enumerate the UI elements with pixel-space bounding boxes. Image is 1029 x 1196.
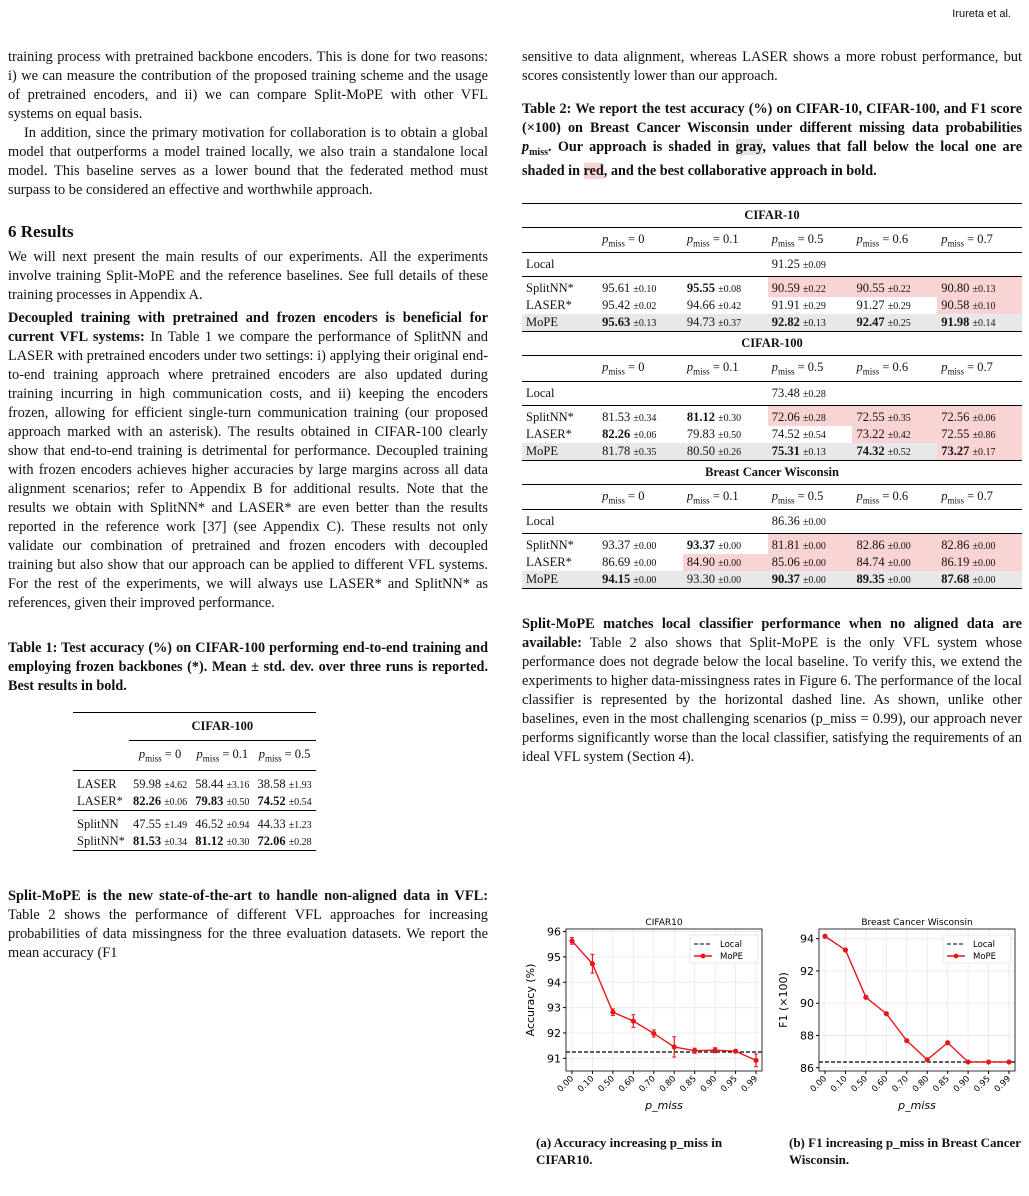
row-label: Local xyxy=(522,381,598,405)
mope-data-point xyxy=(590,961,595,966)
table-cell: 79.83 ±0.50 xyxy=(195,793,250,808)
figure-cifar10 xyxy=(522,915,770,1115)
chart-title: Breast Cancer Wisconsin xyxy=(861,918,973,928)
table-row xyxy=(522,571,1022,589)
x-tick-label: 0.80 xyxy=(910,1074,932,1095)
table-row xyxy=(73,793,316,811)
x-tick-label: 0.00 xyxy=(808,1074,830,1095)
table-cell: 93.37 ±0.00 xyxy=(598,534,683,555)
legend-mope-label: MoPE xyxy=(973,952,997,962)
table-cell: 81.12 ±0.30 xyxy=(683,405,768,426)
table-row xyxy=(73,770,316,793)
table-cell: 72.06 ±0.28 xyxy=(257,833,312,848)
table-row xyxy=(73,833,316,851)
table-cell: 74.52 ±0.54 xyxy=(257,793,312,808)
table-row xyxy=(522,314,1022,332)
table-cell: 95.63 ±0.13 xyxy=(598,314,683,332)
table-cell: 94.73 ±0.37 xyxy=(683,314,768,332)
table-row xyxy=(522,443,1022,461)
table1-caption: Table 1: Test accuracy (%) on CIFAR-100 performing end-to-end training and employing frozen backbones (*). Mean ± std. dev. over three runs is reported. Best results in bold. xyxy=(8,640,488,694)
table-cell: 91.91 ±0.29 xyxy=(771,298,826,313)
row-label: LASER xyxy=(73,770,129,793)
y-tick-label: 86 xyxy=(800,1061,814,1075)
mope-data-point xyxy=(631,1018,636,1023)
table-row xyxy=(73,810,316,833)
table-dataset-title: CIFAR-100 xyxy=(129,713,316,741)
x-axis-label: p_miss xyxy=(898,1099,936,1112)
mope-data-point xyxy=(843,947,848,952)
table-cell: 72.56 ±0.06 xyxy=(937,405,1022,426)
table-cell: 90.55 ±0.22 xyxy=(852,277,937,298)
caption-gray-highlight: gray xyxy=(735,139,763,155)
table-dataset-title: Breast Cancer Wisconsin xyxy=(522,460,1022,484)
table-cell: 91.98 ±0.14 xyxy=(937,314,1022,332)
x-tick-label: 0.70 xyxy=(637,1074,658,1095)
mope-data-point xyxy=(822,934,827,939)
mope-data-point xyxy=(610,1010,615,1015)
x-tick-label: 0.60 xyxy=(616,1074,638,1095)
mope-data-point xyxy=(733,1049,738,1054)
y-tick-label: 88 xyxy=(800,1029,814,1043)
row-label: MoPE xyxy=(522,571,598,589)
table-cell: 85.06 ±0.00 xyxy=(768,554,853,571)
paragraph: sensitive to data alignment, whereas LASER shows a more robust performance, but scores consistently lower than our approach. xyxy=(522,49,1022,84)
table-cell: 82.86 ±0.00 xyxy=(937,534,1022,555)
y-tick-label: 96 xyxy=(547,925,561,939)
x-tick-label: 0.99 xyxy=(739,1074,761,1095)
table-cell: 74.52 ±0.54 xyxy=(771,426,826,441)
caption-text: , values that fall below the local one are shaded in xyxy=(522,139,1022,179)
paragraph: We will next present the main results of our experiments. All the experiments involve training Split-MoPE and the reference baselines. See full details of these training processes in Appendix A. xyxy=(8,249,488,303)
figure-a-caption: (a) Accuracy increasing p_miss in CIFAR10. xyxy=(536,1135,723,1167)
figure-b-caption: (b) F1 increasing p_miss in Breast Cancer Wisconsin. xyxy=(789,1135,1021,1167)
table-cell: 82.86 ±0.00 xyxy=(852,534,937,555)
row-label: LASER* xyxy=(77,793,123,808)
table-cell: 90.37 ±0.00 xyxy=(768,571,853,589)
caption-text: , and the best collaborative approach in bold. xyxy=(603,162,877,179)
x-tick-label: 0.70 xyxy=(890,1074,911,1095)
table-cell: 82.26 ±0.06 xyxy=(132,793,188,808)
left-column xyxy=(8,48,488,963)
y-tick-label: 94 xyxy=(547,976,561,990)
table-cell: 47.55 ±1.49 xyxy=(129,810,191,833)
table-row xyxy=(522,405,1022,426)
table-cell: 80.50 ±0.26 xyxy=(683,443,768,461)
table-cell: 94.15 ±0.00 xyxy=(598,571,683,589)
y-tick-label: 92 xyxy=(547,1026,561,1040)
row-label: SplitNN* xyxy=(522,534,598,555)
mope-data-point xyxy=(672,1044,677,1049)
table-cell: 81.53 ±0.34 xyxy=(598,405,683,426)
mope-data-point xyxy=(1006,1059,1011,1064)
table-cell: 84.90 ±0.00 xyxy=(683,554,768,571)
table-cell: 81.53 ±0.34 xyxy=(132,833,188,848)
row-label: MoPE xyxy=(522,443,598,461)
table-cell: 93.30 ±0.00 xyxy=(683,571,768,589)
x-tick-label: 0.85 xyxy=(931,1074,952,1095)
row-label: LASER* xyxy=(526,298,572,313)
table-cell: 58.44 ±3.16 xyxy=(191,770,253,793)
paragraph-lead: Split-MoPE is the new state-of-the-art to handle non-aligned data in VFL: xyxy=(8,887,488,904)
x-tick-label: 0.99 xyxy=(992,1074,1014,1095)
mope-data-point xyxy=(713,1048,718,1053)
table-cell: 59.98 ±4.62 xyxy=(129,770,191,793)
table-cell: 86.19 ±0.00 xyxy=(937,554,1022,571)
legend-local-label: Local xyxy=(973,940,996,950)
y-axis-label: Accuracy (%) xyxy=(524,963,537,1037)
legend-mope-marker xyxy=(954,954,959,959)
table-cell: 91.25 ±0.09 xyxy=(768,253,853,277)
chart-title: CIFAR10 xyxy=(645,918,683,928)
x-tick-label: 0.90 xyxy=(951,1074,973,1095)
x-tick-label: 0.60 xyxy=(869,1074,891,1095)
table-cell: 81.12 ±0.30 xyxy=(195,833,250,848)
row-label: Local xyxy=(522,510,598,534)
legend-local-label: Local xyxy=(720,940,743,950)
row-label: SplitNN xyxy=(73,810,129,833)
table-cell: 86.69 ±0.00 xyxy=(602,555,657,570)
paragraph-lead: Split-MoPE matches local classifier performance when no aligned data are available: xyxy=(522,616,1022,652)
table-row xyxy=(522,426,1022,443)
x-tick-label: 0.90 xyxy=(698,1074,720,1095)
table-cell: 74.32 ±0.52 xyxy=(852,443,937,461)
table-cell: 84.74 ±0.00 xyxy=(852,554,937,571)
paragraph: training process with pretrained backbone encoders. This is done for two reasons: i) we can measure the contribution of the proposed training scheme and the usage of pretrained encoders, and ii) we can compare Split-MoPE with other VFL systems on equal basis. xyxy=(8,49,488,122)
row-label: Local xyxy=(522,253,598,277)
y-tick-label: 95 xyxy=(547,950,561,964)
mope-data-point xyxy=(986,1059,991,1064)
table-cell: 89.35 ±0.00 xyxy=(852,571,937,589)
paragraph-body: In Table 1 we compare the performance of SplitNN and LASER with pretrained encoders under two settings: i) applying their original end-to-end training approach where pretrained encoders are also updated during training incurring in high communication costs, and ii) keeping the encoders frozen, allowing for efficient single-turn communication training (our proposed approach marked with an asterisk). The results obtained in CIFAR-100 clearly show that end-to-end training is detrimental for performance. Decoupled training with frozen encoders achieves higher accuracies by large margins across all data alignment scenarios; refer to Appendix B for additional results. Note that the results we obtain with SplitNN* and LASER* are even better than the results reported in the reference work [37] (see Appendix C). These results not only validate our combination of pretrained and frozen encoders with decoupled training but also show that our approach can be applied to different VFL systems. For the rest of the experiments, we will always use LASER* and SplitNN* as references, given their improved performance. xyxy=(8,329,489,611)
right-column xyxy=(522,48,1022,767)
y-tick-label: 94 xyxy=(800,932,814,946)
row-label: SplitNN* xyxy=(77,833,125,848)
y-tick-label: 90 xyxy=(800,997,814,1011)
table-dataset-title: CIFAR-10 xyxy=(522,203,1022,227)
x-tick-label: 0.00 xyxy=(555,1074,577,1095)
mope-data-point xyxy=(569,938,574,943)
table-cell: 93.37 ±0.00 xyxy=(683,534,768,555)
paragraph-lead: Decoupled training with pretrained and frozen encoders is beneficial for current VFL systems: xyxy=(8,310,488,345)
paragraph-body: Table 2 also shows that Split-MoPE is the only VFL system whose performance does not degrade below the local baseline. To verify this, we extend the experiments to higher data-missingness rates in Figure 6. The performance of the local classifier is represented by the horizontal dashed line. As shown, unlike other baselines, even in the most challenging scenarios (p_miss = 0.99), our approach never performs significantly worse than the local classifier, satisfying the requirements of an ideal VFL system (Section 4). xyxy=(522,635,1022,766)
table-cell: 95.61 ±0.10 xyxy=(598,277,683,298)
table-cell: 73.27 ±0.17 xyxy=(937,443,1022,461)
caption-text: Table 2: We report the test accuracy (%) on CIFAR-10, CIFAR-100, and F1 score (×100) on Breast Cancer Wisconsin under different missing data probabilities xyxy=(522,101,1022,136)
table-cell: 44.33 ±1.23 xyxy=(253,810,315,833)
table-cell: 73.22 ±0.42 xyxy=(852,426,937,443)
table-cell: 38.58 ±1.93 xyxy=(253,770,315,793)
mope-data-point xyxy=(904,1038,909,1043)
x-tick-label: 0.10 xyxy=(576,1074,597,1095)
table-cell: 95.55 ±0.08 xyxy=(683,277,768,298)
mope-data-point xyxy=(884,1011,889,1016)
x-tick-label: 0.85 xyxy=(678,1074,699,1095)
mope-data-point xyxy=(753,1058,758,1063)
table-cell: 92.82 ±0.13 xyxy=(768,314,853,332)
table-cell: 75.31 ±0.13 xyxy=(768,443,853,461)
x-tick-label: 0.95 xyxy=(972,1074,993,1095)
legend-mope-marker xyxy=(701,954,706,959)
table-cell: 86.36 ±0.00 xyxy=(768,510,853,534)
y-axis-label: F1 (×100) xyxy=(777,972,790,1028)
x-tick-label: 0.80 xyxy=(657,1074,679,1095)
table-cell: 46.52 ±0.94 xyxy=(191,810,253,833)
mope-data-point xyxy=(863,995,868,1000)
caption-symbol: p xyxy=(522,139,530,155)
row-label: MoPE xyxy=(522,314,598,332)
table-cell: 73.48 ±0.28 xyxy=(768,381,853,405)
y-tick-label: 92 xyxy=(800,964,814,978)
row-label: LASER* xyxy=(526,555,572,570)
x-tick-label: 0.50 xyxy=(596,1074,618,1095)
table-row xyxy=(522,554,1022,571)
table-cell: 90.58 ±0.10 xyxy=(937,297,1022,314)
paragraph-body: Table 2 shows the performance of different VFL approaches for increasing probabilities of data missingness for the three evaluation datasets. We report the mean accuracy (F1 xyxy=(8,906,488,961)
table-cell: 95.42 ±0.02 xyxy=(602,298,657,313)
paragraph: In addition, since the primary motivation for collaboration is to obtain a global model that outperforms a model trained locally, we also train a standalone local model. This baseline serves as a lower bound that the federated method must surpass to be considered an effective and worthwhile approach. xyxy=(8,125,488,198)
table2-caption: Table 2: We report the test accuracy (%) on CIFAR-10, CIFAR-100, and F1 score (×100) on Breast Cancer Wisconsin under different missing data probabilities $p_{miss}$. Our approach is shaded in gray, values that fall below the local one are shaded in red, and the best collaborative approach in bold. xyxy=(522,101,1022,179)
table1: CIFAR-100 $p_{miss} = 0$ $p_{miss} = 0.1$ $p_{miss} = 0.5$ LASER 59.98 ±4.62 58.44 ±3.16 38.58 ±1.93 LASER* 82.26 ±0.06 79.83 ±0.50 74.52 ±0.54 SplitNN 47.55 ±1.49 46.52 ±0.94 44.33 ±1.23 SplitNN* 81.53 ±0.34 81.12 ±0.30 72.06 ±0.28 xyxy=(73,712,316,851)
paragraph xyxy=(8,309,488,613)
table-cell: 87.68 ±0.00 xyxy=(937,571,1022,589)
mope-data-point xyxy=(692,1048,697,1053)
caption-red-highlight: red xyxy=(583,162,604,179)
y-tick-label: 91 xyxy=(547,1052,561,1066)
table-row xyxy=(522,277,1022,298)
mope-data-point xyxy=(925,1057,930,1062)
x-tick-label: 0.10 xyxy=(829,1074,850,1095)
paragraph xyxy=(522,615,1022,767)
y-tick-label: 93 xyxy=(547,1001,561,1015)
x-tick-label: 0.50 xyxy=(849,1074,871,1095)
table-cell: 81.78 ±0.35 xyxy=(598,443,683,461)
table-cell: 79.83 ±0.50 xyxy=(686,426,742,441)
row-label: LASER* xyxy=(526,426,572,441)
x-axis-label: p_miss xyxy=(645,1099,683,1112)
table-dataset-title: CIFAR-100 xyxy=(522,332,1022,356)
table2: CIFAR-10 $p_{miss} = 0$ $p_{miss} = 0.1$ $p_{miss} = 0.5$ $p_{miss} = 0.6$ $p_{miss} = 0.7$ Local 91.25 ±0.09 SplitNN* 95.61 ±0.10 95.55 ±0.08 90.59 ±0.22 90.55 ±0.22 90.80 ±0.13 LASER* 95.42 ±0.02 94.66 ±0.42 91.91 ±0.29 91.27 ±0.29 90.58 ±0.10 MoPE 95.63 ±0.13 94.73 ±0.37 92.82 ±0.13 92.47 ±0.25 91.98 ±0.14 CIFAR-100 $p_{miss} = 0$ $p_{miss} = 0.1$ $p_{miss} = 0.5$ $p_{miss} = 0.6$ $p_{miss} = 0.7$ Local 73.48 ±0.28 SplitNN* 81.53 ±0.34 81.12 ±0.30 72.06 ±0.28 72.55 ±0.35 72.56 ±0.06 LASER* 82.26 ±0.06 79.83 ±0.50 74.52 ±0.54 73.22 ±0.42 72.55 ±0.86 MoPE 81.78 ±0.35 80.50 ±0.26 75.31 ±0.13 74.32 ±0.52 73.27 ±0.17 Breast Cancer Wisconsin $p_{miss} = 0$ $p_{miss} = 0.1$ $p_{miss} = 0.5$ $p_{miss} = 0.6$ $p_{miss} = 0.7$ Local 86.36 ±0.00 SplitNN* 93.37 ±0.00 93.37 ±0.00 81.81 ±0.00 82.86 ±0.00 82.86 ±0.00 LASER* 86.69 ±0.00 84.90 ±0.00 85.06 ±0.00 84.74 ±0.00 86.19 ±0.00 MoPE 94.15 ±0.00 93.30 ±0.00 90.37 ±0.00 89.35 ±0.00 87.68 ±0.00 xyxy=(522,203,1022,590)
table-cell: 72.55 ±0.35 xyxy=(852,405,937,426)
table-cell: 72.55 ±0.86 xyxy=(937,426,1022,443)
table-cell: 90.80 ±0.13 xyxy=(937,277,1022,298)
table-cell: 82.26 ±0.06 xyxy=(602,426,657,441)
legend-mope-label: MoPE xyxy=(720,952,744,962)
table-cell: 94.66 ±0.42 xyxy=(686,298,742,313)
table-cell: 81.81 ±0.00 xyxy=(768,534,853,555)
figure-breast-cancer xyxy=(775,915,1023,1115)
row-label: SplitNN* xyxy=(522,277,598,298)
table-cell: 72.06 ±0.28 xyxy=(768,405,853,426)
running-header: Irureta et al. xyxy=(952,8,1011,20)
table-row xyxy=(522,297,1022,314)
mope-data-point xyxy=(945,1040,950,1045)
table-cell: 90.59 ±0.22 xyxy=(768,277,853,298)
table-cell: 91.27 ±0.29 xyxy=(856,298,911,313)
paragraph xyxy=(8,887,488,963)
mope-data-point xyxy=(966,1059,971,1064)
caption-text: . Our approach is shaded in xyxy=(548,139,736,155)
table-row xyxy=(522,534,1022,555)
x-tick-label: 0.95 xyxy=(719,1074,740,1095)
mope-data-point xyxy=(651,1031,656,1036)
row-label: SplitNN* xyxy=(522,405,598,426)
table-cell: 92.47 ±0.25 xyxy=(852,314,937,332)
section-heading: 6 Results xyxy=(8,222,74,241)
